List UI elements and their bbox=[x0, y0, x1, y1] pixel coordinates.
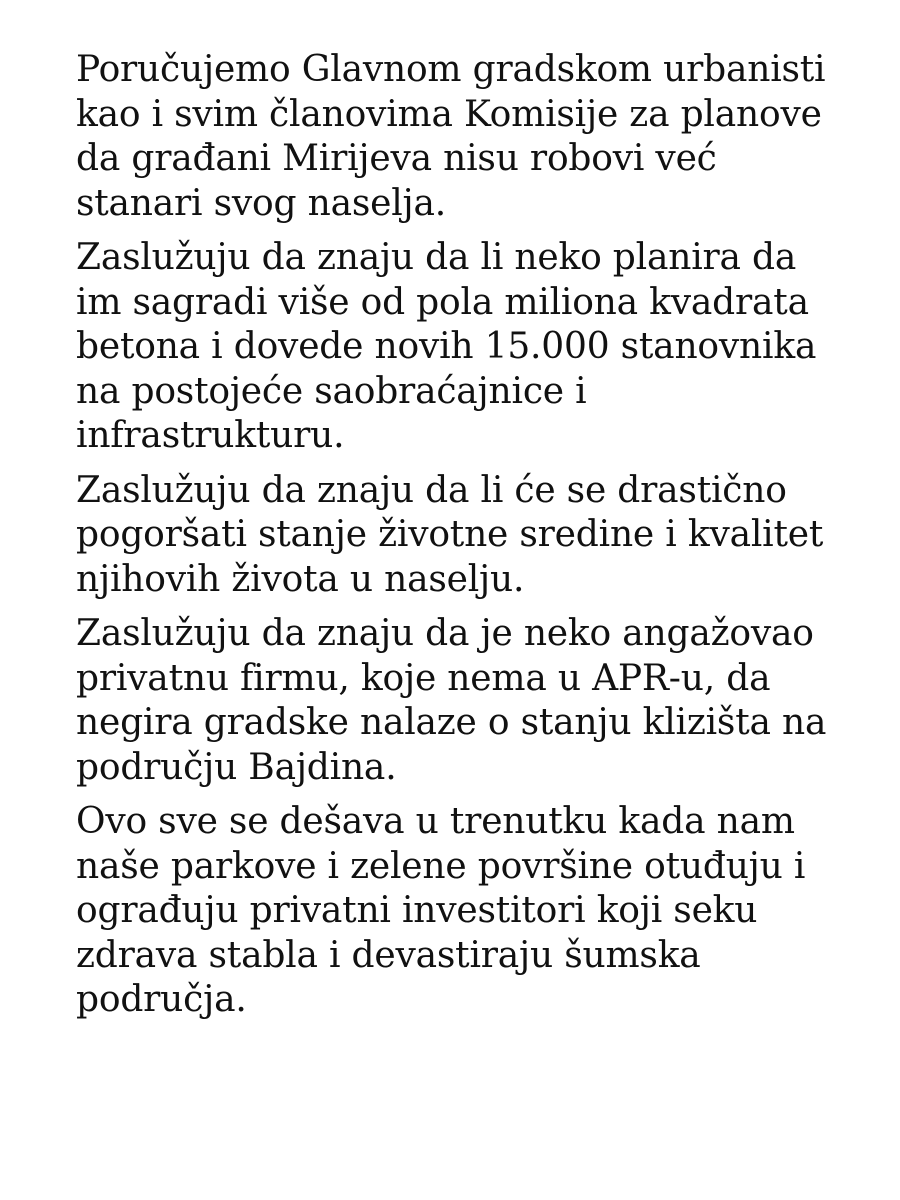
text-line: Zaslužuju da znaju da li neko planira da bbox=[76, 237, 797, 278]
paragraph-1 bbox=[76, 48, 876, 226]
text-line: ograđuju privatni investitori koji seku bbox=[76, 890, 758, 931]
text-line: zdrava stabla i devastiraju šumska bbox=[76, 934, 701, 976]
text-line: Poručujemo Glavnom gradskom urbanisti bbox=[76, 49, 826, 90]
paragraph-4 bbox=[76, 612, 876, 790]
text-line: njihovih života u naselju. bbox=[76, 558, 525, 600]
paragraph-5 bbox=[76, 800, 876, 1023]
document-body bbox=[76, 48, 876, 1033]
text-line: Zaslužuju da znaju da je neko angažovao bbox=[76, 613, 814, 654]
text-line: infrastrukturu. bbox=[76, 415, 345, 456]
text-line: da građani Mirijeva nisu robovi već bbox=[76, 138, 717, 179]
text-line: područja. bbox=[76, 979, 247, 1020]
paragraph-3 bbox=[76, 469, 876, 603]
text-line: području Bajdina. bbox=[76, 746, 397, 788]
text-line: pogoršati stanje životne sredine i kvalitet bbox=[76, 514, 824, 555]
text-line: Zaslužuju da znaju da li će se drastično bbox=[76, 469, 787, 511]
text-line: stanari svog naselja. bbox=[76, 182, 447, 224]
paragraph-2 bbox=[76, 236, 876, 459]
text-line: privatnu firmu, koje nema u APR-u, da bbox=[76, 657, 771, 699]
text-line: betona i dovede novih 15.000 stanovnika bbox=[76, 326, 817, 367]
text-line: negira gradske nalaze o stanju klizišta na bbox=[76, 702, 827, 743]
text-line: na postojeće saobraćajnice i bbox=[76, 370, 587, 412]
text-line: naše parkove i zelene površine otuđuju i bbox=[76, 845, 806, 887]
text-line: kao i svim članovima Komisije za planove bbox=[76, 93, 822, 135]
text-line: im sagradi više od pola miliona kvadrata bbox=[76, 281, 809, 323]
text-line: Ovo sve se dešava u trenutku kada nam bbox=[76, 801, 795, 842]
